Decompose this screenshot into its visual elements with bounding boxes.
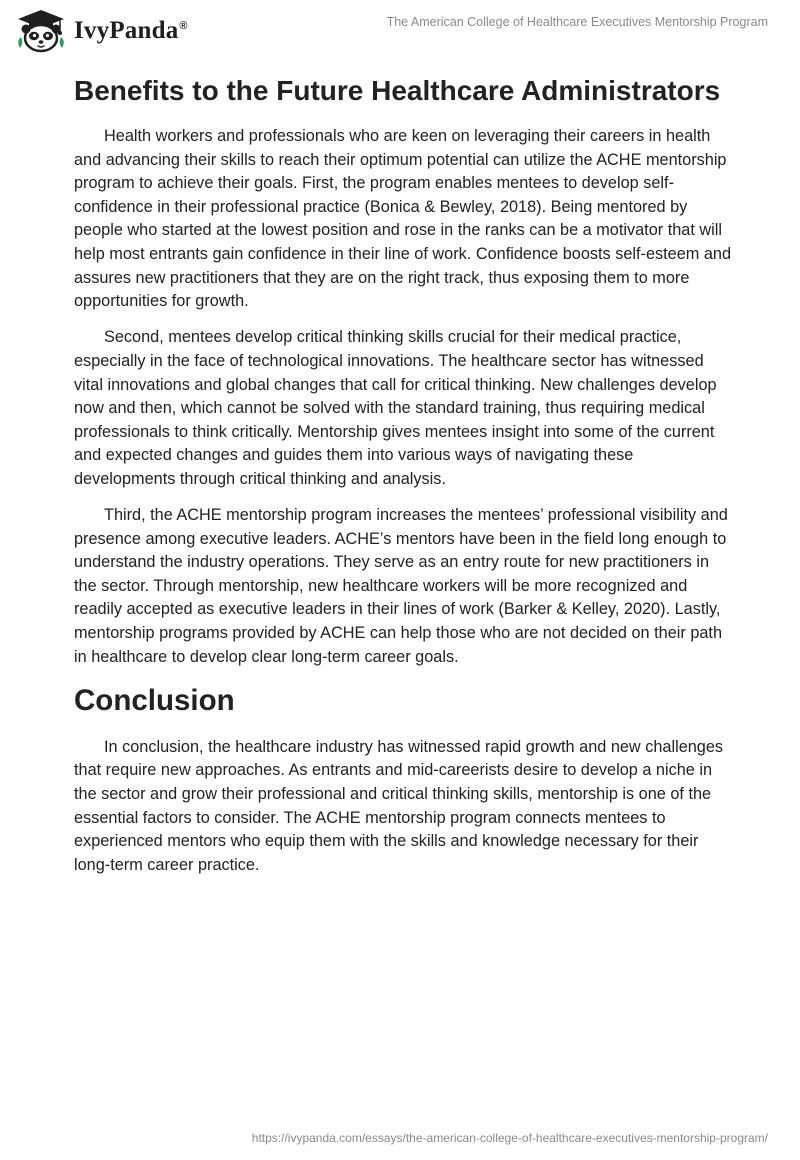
paragraph: Second, mentees develop critical thinking skills crucial for their medical practice, especially in the face of technological innovations. The healthcare sector has witnessed vital innovations and global changes that call for critical thinking. New challenges develop now and then, which cannot be solved with the standard training, thus requiring medical professionals to think critically. Mentorship gives mentees insight into some of the current and expected changes and guides them into various ways of navigating these developments through critical thinking and analysis. [74,328,717,488]
ivypanda-logo[interactable] [14,8,188,54]
paragraph: Third, the ACHE mentorship program increases the mentees’ professional visibility and presence among executive leaders. ACHE’s mentors have been in the field long enough to understand the industry operations. They serve as an entry route for new practitioners in the sector. Through mentorship, new healthcare workers will be more recognized and readily accepted as executive leaders in their lines of work (Barker & Kelley, 2020). Lastly, mentorship programs provided by ACHE can help those who are not decided on their path in healthcare to develop clear long-term career goals. [74,506,728,666]
brand-name: IvyPanda® [74,17,188,44]
page-header [0,0,800,60]
section-heading: Conclusion [74,683,235,717]
source-url[interactable]: https://ivypanda.com/essays/the-american-college-of-healthcare-executives-mentorship-program/ [251,1131,768,1145]
essay-content [74,72,734,890]
section-heading: Benefits to the Future Healthcare Administrators [74,75,721,106]
paragraph: In conclusion, the healthcare industry has witnessed rapid growth and new challenges that require new approaches. As entrants and mid-careerists desire to develop a niche in the sector and grow their professional and critical thinking skills, mentorship is one of the essential factors to consider. The ACHE mentorship program connects mentees to experienced mentors who equip them with the skills and knowledge necessary for their long-term career practice. [74,737,724,874]
section-benefits [74,72,734,669]
registered-mark: ® [179,19,188,32]
panda-graduate-icon [14,8,68,54]
section-conclusion [74,682,734,878]
running-title: The American College of Healthcare Executives Mentorship Program [386,15,768,29]
paragraph: Health workers and professionals who are keen on leveraging their careers in health and advancing their skills to reach their optimum potential can utilize the ACHE mentorship program to achieve their goals. First, the program enables mentees to develop self-confidence in their professional practice (Bonica & Bewley, 2018). Being mentored by people who started at the lowest position and rose in the ranks can be a motivator that will help most entrants gain confidence in their line of work. Confidence boosts self-esteem and assures new practitioners that they are on the right track, thus exposing them to more opportunities for growth. [74,127,732,311]
